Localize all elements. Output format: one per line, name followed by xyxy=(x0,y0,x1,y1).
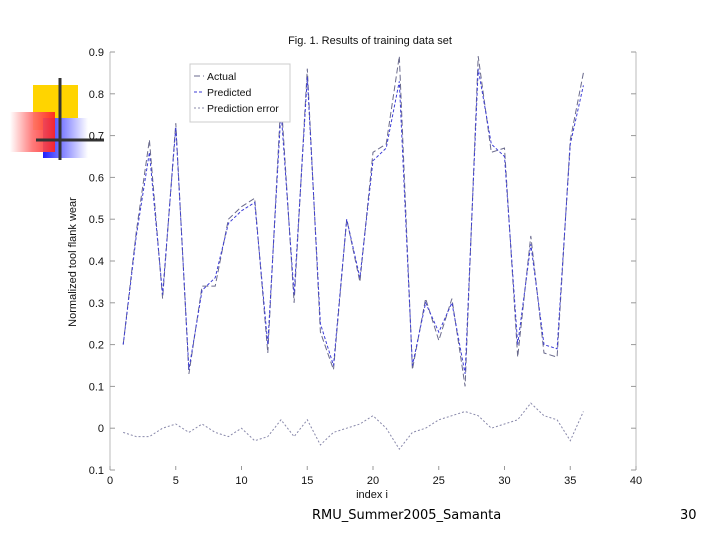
x-tick-label: 20 xyxy=(366,475,380,487)
y-tick-label: 0.5 xyxy=(88,214,104,227)
y-tick-label: 0 xyxy=(97,423,104,436)
y-tick-label: 0.2 xyxy=(88,339,104,352)
y-tick-label: 0.1 xyxy=(88,465,104,477)
x-axis-label: index i xyxy=(356,489,388,501)
y-tick-label: 0.4 xyxy=(88,256,104,268)
y-tick-label: 0.3 xyxy=(88,297,104,310)
y-tick-label: 0.9 xyxy=(88,47,104,59)
x-tick-label: 40 xyxy=(629,475,643,487)
legend-entry: Actual xyxy=(207,71,237,83)
x-tick-label: 10 xyxy=(235,475,248,487)
y-tick-label: 0.7 xyxy=(88,130,104,143)
legend-entry: Prediction error xyxy=(207,103,279,115)
y-tick-label: 0.1 xyxy=(88,381,104,394)
chart-title: Fig. 1. Results of training data set xyxy=(288,35,452,47)
y-tick-label: 0.8 xyxy=(88,88,104,101)
x-tick-label: 0 xyxy=(106,475,114,487)
x-tick-label: 15 xyxy=(301,475,314,487)
x-tick-label: 35 xyxy=(564,475,577,487)
x-tick-label: 30 xyxy=(498,475,511,487)
series-line-2 xyxy=(123,403,583,449)
y-tick-label: 0.6 xyxy=(88,172,104,185)
legend-entry: Predicted xyxy=(207,87,252,99)
x-tick-label: 5 xyxy=(172,475,179,487)
x-tick-label: 25 xyxy=(432,475,445,487)
y-axis-label: Normalized tool flank wear xyxy=(67,197,79,327)
slide-number: 30 xyxy=(680,508,697,523)
footer-text: RMU_Summer2005_Samanta xyxy=(312,508,502,523)
